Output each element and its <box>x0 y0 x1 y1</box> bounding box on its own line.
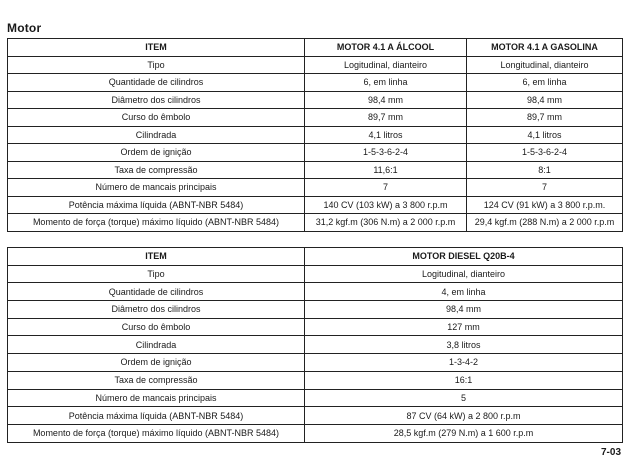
table-header-row <box>8 248 623 266</box>
row-label: Diâmetro dos cilindros <box>8 301 305 319</box>
row-label: Curso do êmbolo <box>8 318 305 336</box>
row-label: Taxa de compressão <box>8 161 305 179</box>
table-row <box>8 161 623 179</box>
alcohol-value: 7 <box>305 179 467 197</box>
header-diesel-engine: MOTOR DIESEL Q20B-4 <box>305 248 623 266</box>
diesel-value: 16:1 <box>305 371 623 389</box>
header-item: ITEM <box>8 248 305 266</box>
gasoline-value: 6, em linha <box>467 74 623 92</box>
diesel-value: 28,5 kgf.m (279 N.m) a 1 600 r.p.m <box>305 424 623 442</box>
table-row <box>8 371 623 389</box>
row-label: Cilindrada <box>8 336 305 354</box>
table-row <box>8 265 623 283</box>
diesel-value: 3,8 litros <box>305 336 623 354</box>
header-item: ITEM <box>8 39 305 57</box>
alcohol-value: 6, em linha <box>305 74 467 92</box>
table-row <box>8 389 623 407</box>
diesel-value: 5 <box>305 389 623 407</box>
gasoline-value: 124 CV (91 kW) a 3 800 r.p.m. <box>467 196 623 214</box>
table-row <box>8 424 623 442</box>
gasoline-value: 4,1 litros <box>467 126 623 144</box>
table-row <box>8 126 623 144</box>
row-label: Momento de força (torque) máximo líquido (ABNT-NBR 5484) <box>8 214 305 232</box>
header-gasoline-engine: MOTOR 4.1 A GASOLINA <box>467 39 623 57</box>
page-number: 7-03 <box>600 447 621 458</box>
table-row <box>8 283 623 301</box>
alcohol-value: 98,4 mm <box>305 91 467 109</box>
table-row <box>8 301 623 319</box>
header-alcohol-engine: MOTOR 4.1 A ÁLCOOL <box>305 39 467 57</box>
gasoline-value: Longitudinal, dianteiro <box>467 56 623 74</box>
gasoline-value: 98,4 mm <box>467 91 623 109</box>
gasoline-value: 7 <box>467 179 623 197</box>
diesel-value: 1-3-4-2 <box>305 354 623 372</box>
gasoline-value: 29,4 kgf.m (288 N.m) a 2 000 r.p.m <box>467 214 623 232</box>
table-row <box>8 214 623 232</box>
row-label: Número de mancais principais <box>8 389 305 407</box>
alcohol-value: 4,1 litros <box>305 126 467 144</box>
alcohol-value: 140 CV (103 kW) a 3 800 r.p.m <box>305 196 467 214</box>
table-row <box>8 74 623 92</box>
gasoline-alcohol-engine-spec-table <box>7 38 623 232</box>
diesel-engine-spec-table <box>7 247 623 443</box>
table-row <box>8 336 623 354</box>
gasoline-value: 89,7 mm <box>467 109 623 127</box>
row-label: Ordem de ignição <box>8 144 305 162</box>
row-label: Diâmetro dos cilindros <box>8 91 305 109</box>
gasoline-value: 8:1 <box>467 161 623 179</box>
table-row <box>8 144 623 162</box>
row-label: Momento de força (torque) máximo líquido (ABNT-NBR 5484) <box>8 424 305 442</box>
diesel-value: 4, em linha <box>305 283 623 301</box>
table-row <box>8 56 623 74</box>
row-label: Cilindrada <box>8 126 305 144</box>
row-label: Curso do êmbolo <box>8 109 305 127</box>
row-label: Potência máxima líquida (ABNT-NBR 5484) <box>8 407 305 425</box>
diesel-value: Logitudinal, dianteiro <box>305 265 623 283</box>
table-row <box>8 196 623 214</box>
alcohol-value: 31,2 kgf.m (306 N.m) a 2 000 r.p.m <box>305 214 467 232</box>
table-row <box>8 109 623 127</box>
diesel-value: 127 mm <box>305 318 623 336</box>
row-label: Número de mancais principais <box>8 179 305 197</box>
table-row <box>8 407 623 425</box>
alcohol-value: Logitudinal, dianteiro <box>305 56 467 74</box>
alcohol-value: 89,7 mm <box>305 109 467 127</box>
table-row <box>8 354 623 372</box>
row-label: Tipo <box>8 265 305 283</box>
row-label: Quantidade de cilindros <box>8 74 305 92</box>
diesel-value: 98,4 mm <box>305 301 623 319</box>
gasoline-value: 1-5-3-6-2-4 <box>467 144 623 162</box>
alcohol-value: 1-5-3-6-2-4 <box>305 144 467 162</box>
row-label: Taxa de compressão <box>8 371 305 389</box>
table-row <box>8 318 623 336</box>
row-label: Ordem de ignição <box>8 354 305 372</box>
section-title: Motor <box>7 21 42 35</box>
diesel-value: 87 CV (64 kW) a 2 800 r.p.m <box>305 407 623 425</box>
table-header-row <box>8 39 623 57</box>
row-label: Tipo <box>8 56 305 74</box>
table-row <box>8 179 623 197</box>
row-label: Quantidade de cilindros <box>8 283 305 301</box>
table-row <box>8 91 623 109</box>
row-label: Potência máxima líquida (ABNT-NBR 5484) <box>8 196 305 214</box>
alcohol-value: 11,6:1 <box>305 161 467 179</box>
